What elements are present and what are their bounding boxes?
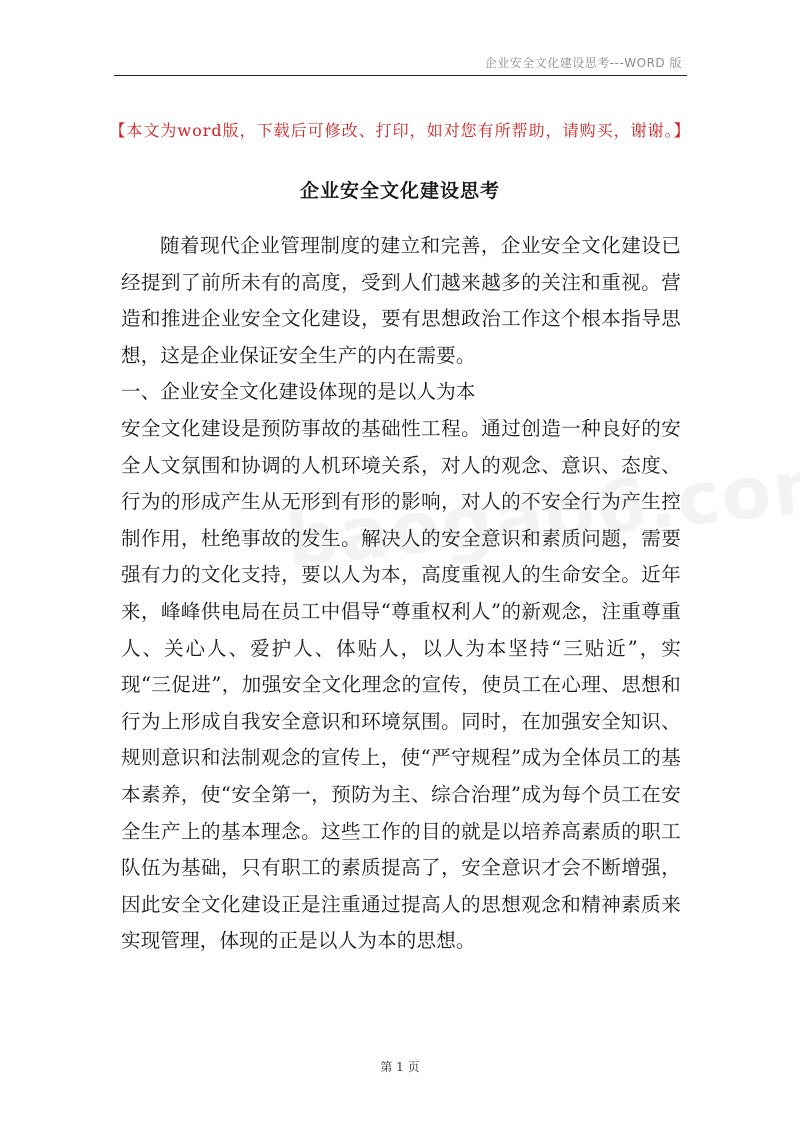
purchase-notice: 【本文为word版，下载后可修改、打印，如对您有所帮助，请购买，谢谢。】 [109, 121, 691, 140]
running-header: 企业安全文化建设思考---WORD 版 [484, 56, 682, 70]
document-title: 企业安全文化建设思考 [299, 180, 500, 202]
page-number: 第 1 页 [380, 1060, 420, 1074]
section-heading: 一、企业安全文化建设体现的是以人为本 [121, 380, 476, 404]
intro-paragraph: 随着现代企业管理制度的建立和完善，企业安全文化建设已经提到了前所未有的高度，受到人们越来越多的关注和重视。营造和推进企业安全文化建设，要有思想政治工作这个根本指导思想，这是企业保证安全生产的内在需要。 [121, 234, 681, 367]
section-paragraph: 安全文化建设是预防事故的基础性工程。通过创造一种良好的安全人文氛围和协调的人机环境关系，对人的观念、意识、态度、行为的形成产生从无形到有形的影响，对人的不安全行为产生控制作用，杜绝事故的发生。解决人的安全意识和素质问题，需要强有力的文化支持，要以人为本，高度重视人的生命安全。近年来，峰峰供电局在员工中倡导“尊重权利人”的新观念，注重尊重人、关心人、爱护人、体贴人，以人为本坚持“三贴近”，实现“三促进”，加强安全文化理念的宣传，使员工在心理、思想和行为上形成自我安全意识和环境氛围。同时，在加强安全知识、规则意识和法制观念的宣传上，使“严守规程”成为全体员工的基本素养，使“安全第一，预防为主、综合治理”成为每个员工在安全生产上的基本理念。这些工作的目的就是以培养高素质的职工队伍为基础，只有职工的素质提高了，安全意识才会不断增强，因此安全文化建设正是注重通过提高人的思想观念和精神素质来实现管理，体现的正是以人为本的思想。 [121, 416, 681, 953]
header-rule [114, 75, 687, 76]
document-body [121, 228, 681, 960]
